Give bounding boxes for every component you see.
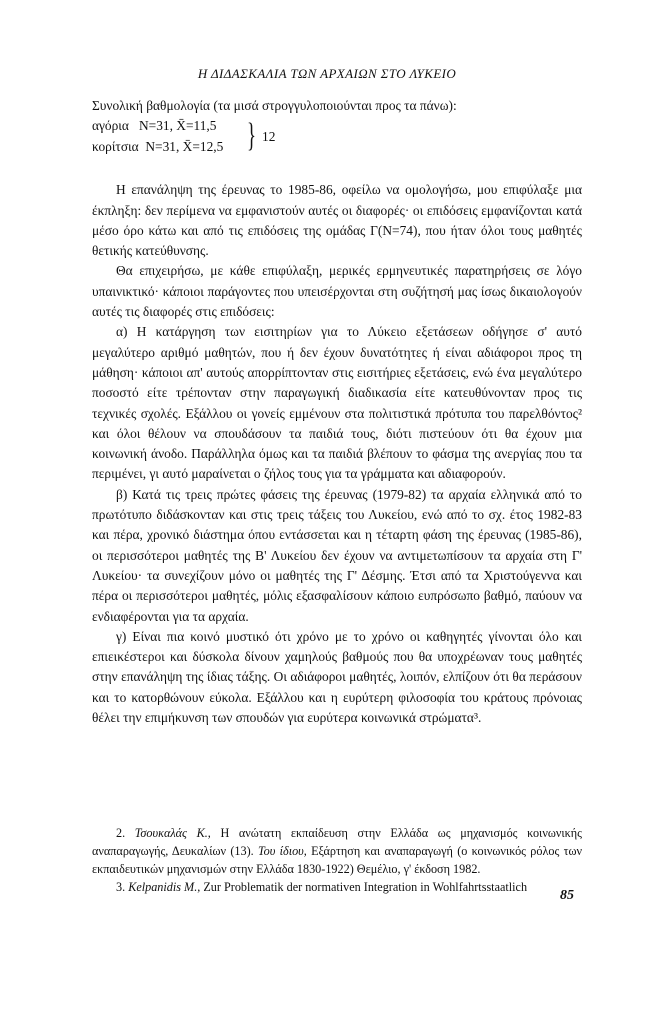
page-number: 85 [560, 888, 574, 903]
footnotes [92, 824, 582, 896]
grade-girls: κορίτσια N=31, X̄=12,5 [92, 139, 224, 155]
grades-brace: } [247, 117, 256, 155]
grade-boys: αγόρια N=31, X̄=11,5 [92, 118, 217, 134]
footnote-2-text-a: Η ανώτατη εκπαίδευση στην Ελλάδα ως μηχανισμός κοινωνικής αναπαραγωγής, Δευκαλίων (13). [92, 826, 583, 858]
running-header: Η ΔΙΔΑΣΚΑΛΙΑ ΤΩΝ ΑΡΧΑΙΩΝ ΣΤΟ ΛΥΚΕΙΟ [197, 66, 457, 81]
main-text [92, 96, 582, 728]
grade-combined: 12 [262, 129, 276, 145]
footnote-3-text: Zur Problematik der normativen Integration in Wohlfahrtsstaatlich [203, 880, 528, 894]
footnote-2-author: Τσουκαλάς Κ., [134, 826, 211, 840]
grades-block [92, 116, 582, 162]
paragraph-5: γ) Είναι πια κοινό μυστικό ότι χρόνο με το χρόνο οι καθηγητές γίνονται όλο και επιεικέστεροι και δύσκολα δίνουν χαμηλούς βαθμούς που θα υποχρέωναν τους μαθητές στην επανάληψη της ίδιας τάξης. Οι αδιάφοροι μαθητές, λοιπόν, ελπίζουν ότι θα περάσουν και το κατορθώνουν εύκολα. Εξάλλου και η ευρύτερη φιλοσοφία του κράτους πρόνοιας θέλει την επιμήκυνση των σπουδών για ευρύτερα κοινωνικά στρώματα³. [92, 628, 582, 726]
footnote-2-text-b: Εξάρτηση και αναπαραγωγή (ο κοινωνικός ρόλος των εκπαιδευτικών μηχανισμών στην Ελλάδα 1830-1922) Θεμέλιο, γ' έκδοση 1982. [92, 844, 583, 876]
paragraph-3: α) Η κατάργηση των εισιτηρίων για το Λύκειο εξετάσεων οδήγησε σ' αυτό μεγαλύτερο αριθμό μαθητών, που ή δεν έχουν δυνατότητες ή είναι αδιάφοροι προς τη μάθηση· κάποιοι απ' αυτούς απορρίπτονταν στις εισιτήριες εξετάσεις, ενώ ένα μεγαλύτερο ποσοστό είτε τρέπονταν στην παραγωγική διαδικασία είτε κατευθύνονταν προς τις τεχνικές σχολές. Εξάλλου οι γονείς εμμένουν στα πολιτιστικά πρότυπα του παρελθόντος² και όλοι θέλουν να σπουδάσουν τα παιδιά τους, διότι πιστεύουν ότι θα έχουν μια κοινωνική άνοδο. Παράλληλα όμως και τα παιδιά βλέπουν το φάσμα της ανεργίας που τα περιμένει, γι αυτό μαραίνεται ο ζήλος τους για τα γράμματα και αδιαφορούν. [92, 324, 582, 482]
footnote-2 [92, 824, 582, 878]
paragraph-4: β) Κατά τις τρεις πρώτες φάσεις της έρευνας (1979-82) τα αρχαία ελληνικά από το πρωτότυπο διδάσκονταν και στις τρεις τάξεις του Λυκείου, ενώ από το σχ. έτος 1982-83 και πέρα, χρονικό διάστημα όπου εντάσσεται και η τέταρτη φάση της έρευνας (1985-86), οι περισσότεροι μαθητές της Β' Λυκείου δεν έχουν να αντιμετωπίσουν τα αρχαία στη Γ' Λυκείου· τα συνεχίζουν μόνο οι μαθητές της Γ' Δέσμης. Έτσι από τα Χριστούγεννα και πέρα οι περισσότεροι μαθητές, μόλις εξασφαλίσουν κάποιο ευπρόσωπο βαθμό, παύουν να ενδιαφέρονται για τα αρχαία. [92, 486, 582, 624]
grades-intro: Συνολική βαθμολογία (τα μισά στρογγυλοποιούνται προς τα πάνω): [92, 98, 457, 113]
footnote-3-author: Kelpanidis M., [128, 880, 201, 894]
paragraph-2: Θα επιχειρήσω, με κάθε επιφύλαξη, μερικές ερμηνευτικές παρατηρήσεις σε λόγο υπαινικτικό· κάποιοι παράγοντες που υπεισέρχονται στη συζήτησή μας ίσως δικαιολογούν αυτές τις διαφορές στις επιδόσεις: [92, 263, 582, 320]
footnote-2-author-2: Του ίδιου, [258, 844, 307, 858]
footnote-3 [92, 878, 582, 896]
footnote-3-number: 3. [116, 880, 126, 894]
footnote-2-number: 2. [116, 826, 126, 840]
paragraph-1: Η επανάληψη της έρευνας το 1985-86, οφείλω να ομολογήσω, μου επιφύλαξε μια έκπληξη: δεν περίμενα να εμφανιστούν αυτές οι διαφορές· οι επιδόσεις εμφανίζονται κατά μέσο όρο κάτω και από τις επιδόσεις της ομάδας Γ(N=74), που ήταν όλοι τους μαθητές θετικής κατεύθυνσης. [92, 182, 582, 259]
